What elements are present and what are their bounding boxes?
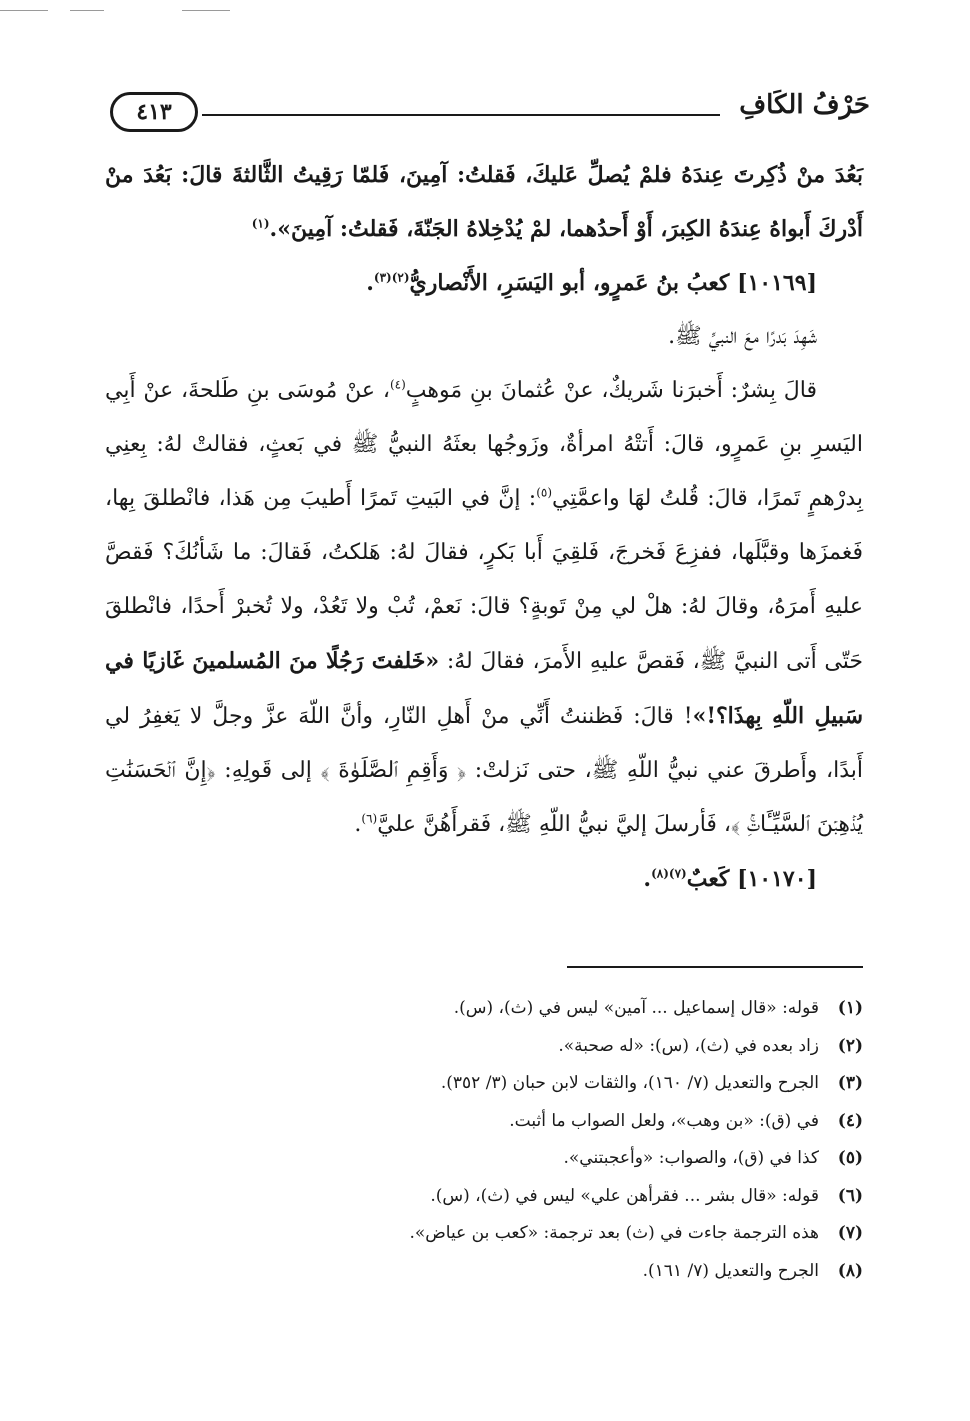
footnote-ref: (٤): [389, 377, 406, 392]
footnote-text: زاد بعده في (ث)، (س): «له صحبة».: [558, 1035, 819, 1056]
footnote-ref: (٦): [361, 811, 378, 826]
header-rule: [202, 114, 720, 116]
footnote-text: كذا في (ق)، والصواب: «وأعجبتني».: [563, 1148, 819, 1168]
narration-text: ! قالَ: فَظننتُ أَنِّي منْ أَهلِ النّارِ، وأنَّ اللّهَ عزَّ وجلَّ لا يَغفِرُ لي أَبدًا، وأَطرقَ عني نبيُّ اللّهِ ﷺ، حتى نَزلتْ: ﴿ وَأَقِمِ ٱلصَّلَوٰةَ ﴾ إلى قَولِهِ: ﴿إِنَّ ٱلۡحَسَنَٰتِ يُذۡهِبۡنَ ٱلسَّيِّـَٔاتِۚ ﴾، فَأرسلَ إليَّ نبيُّ اللّهِ ﷺ، فَقرأَهُنَّ عليَّ: [105, 704, 863, 837]
footnote-text: الجرح والتعديل (٧/ ١٦٠)، والثقات لابن حبان (٣/ ٣٥٢).: [440, 1073, 819, 1093]
paragraph-badr: شَهِدَ بَدرًا معَ النبيِّ ﷺ.: [668, 324, 817, 349]
page-number: ٤١٣: [110, 92, 198, 132]
footnote-item: [123, 1253, 863, 1291]
footnote-text: قوله: «قال بشر ... فقرأهن علي» ليس في (ث)، (س).: [430, 1185, 819, 1206]
narration-text: قالَ بِشرٌ: أَخبرَنا شَريكٌ، عنْ عُثمانَ بنِ مَوهبٍ: [405, 378, 817, 403]
footnote-item: [123, 1103, 863, 1141]
footnote-number: (٦): [837, 1185, 863, 1206]
prophet-quote: «خَلفتَ رَجُلًا منَ المُسلمينَ غَازيًا في سَبيلِ اللّهِ بِهذَا؟!»: [105, 648, 863, 729]
footnote-item: [123, 1215, 863, 1253]
footnote-number: (١): [837, 998, 863, 1018]
crop-marks: [0, 10, 260, 12]
footnote-item: [123, 1178, 863, 1216]
footnote-ref: (٥): [536, 485, 553, 500]
paragraph-narration: قالَ بِشرٌ: أَخبرَنا شَريكٌ، عنْ عُثمانَ بنِ مَوهبٍ$^{(٤)}$، عنْ مُوسَى بنِ طَلحةَ، عنْ أَبِي اليَسرِ بنِ عَمرٍو، قالَ: أَتتْهُ امرأةٌ، وزَوجُها بعثَهُ النبيُّ ﷺ في بَعثٍ، فقالتْ لهُ: بِعنِي بِدرْهمٍ تَمرًا، قالَ: قُلتُ لهَا واعمَّتِي$^{(٥)}$: إنَّ في البَيتِ تَمرًا أَطيبَ مِن هَذا، فانْطلقَ بِها، فَغمزَها وقبَّلَها، ففزِعَ فَخرجَ، فَلقِيَ أَبا بَكرٍ، فقالَ لهُ: هَلكتُ، فَقالَ: ما شَأنُكَ؟ فَقصَّ عليهِ أَمرَهُ، وقالَ لهُ: هلْ لي مِنْ تَوبةٍ؟ قالَ: نَعمْ، تُبْ ولا تَعُدْ، ولا تُخبرْ أَحدًا، فانْطلقَ حَتّى أَتى النبيَّ ﷺ، فَقصَّ عليهِ الأَمرَ، فقالَ لهُ: «خَلفتَ رَجُلًا منَ المُسلمينَ غَازيًا في سَبيلِ اللّهِ بِهذَا؟!»! قالَ: فَظننتُ أَنِّي منْ أَهلِ النّارِ، وأنَّ اللّهَ عزَّ وجلَّ لا يَغفِرُ لي أَبدًا، وأَطرقَ عني نبيُّ اللّهِ ﷺ، حتى نَزلتْ: ﴿ وَأَقِمِ ٱلصَّلَوٰةَ ﴾ إلى قَولِهِ: ﴿إِنَّ ٱلۡحَسَنَٰتِ يُذۡهِبۡنَ ٱلسَّيِّـَٔاتِۚ ﴾، فَأرسلَ إليَّ نبيُّ اللّهِ ﷺ، فَقرأَهُنَّ عليَّ$^{(٦)}$.: [105, 377, 864, 837]
entry-title: [١٠١٦٩] كعبُ بنُ عَمرٍو، أبو اليَسَرِ، الأَنْصاريُّ: [409, 270, 817, 296]
footnote-ref: (٧)(٨): [651, 866, 687, 881]
footnote-text: في (ق): «بن وهب»، ولعل الصواب ما أثبت.: [509, 1110, 819, 1131]
narration-text: ، عنْ مُوسَى بنِ طَلحةَ، عنْ أَبِي اليَسرِ بنِ عَمرٍو، قالَ: أَتتْهُ امرأةٌ، وزَوجُها بعثَهُ النبيُّ ﷺ في بَعثٍ، فقالتْ لهُ: بِعنِي بِدرْهمٍ تَمرًا، قالَ: قُلتُ لهَا واعمَّتِي: [105, 378, 863, 511]
entry-heading: [١٠١٦٩] كعبُ بنُ عَمرٍو، أبو اليَسَرِ، الأَنْصاريُّ$^{(٢)(٣)}$.: [366, 270, 817, 296]
footnote-number: (٤): [837, 1110, 863, 1131]
footnote-text: قوله: «قال إسماعيل ... آمين» ليس في (ث)، (س).: [453, 998, 819, 1018]
footnote-separator: [567, 966, 863, 968]
narration-text: : إنَّ في البَيتِ تَمرًا أَطيبَ مِن هَذا، فانْطلقَ بِها، فَغمزَها وقبَّلَها، ففزِعَ فَخرجَ، فَلقِيَ أَبا بَكرٍ، فقالَ لهُ: هَلكتُ، فَقالَ: ما شَأنُكَ؟ فَقصَّ عليهِ أَمرَهُ، وقالَ لهُ: هلْ لي مِنْ تَوبةٍ؟ قالَ: نَعمْ، تُبْ ولا تَعُدْ، ولا تُخبرْ أَحدًا، فانْطلقَ حَتّى أَتى النبيَّ ﷺ، فَقصَّ عليهِ الأَمرَ، فقالَ لهُ:: [105, 486, 864, 674]
footnote-text: الجرح والتعديل (٧/ ١٦١).: [642, 1260, 819, 1281]
entry-title: [١٠١٧٠] كَعبٌ: [686, 866, 817, 892]
footnote-number: (٥): [837, 1148, 863, 1168]
footnote-number: (٧): [837, 1223, 863, 1243]
entry-heading: [١٠١٧٠] كَعبٌ$^{(٧)(٨)}$.: [643, 866, 817, 892]
footnote-number: (٣): [837, 1073, 863, 1093]
footnote-item: [123, 1140, 863, 1178]
footnote-number: (٨): [837, 1260, 863, 1281]
paragraph-hadith-end: [105, 148, 863, 256]
footnotes-list: [123, 990, 863, 1290]
page-header: [110, 86, 870, 142]
hadith-end-text: بَعُدَ منْ ذُكِرتَ عِندَهُ فلمْ يُصلِّ عَليكَ، فَقلتُ: آمِينَ، فَلمّا رَقِيتُ الثَّالثةَ قالَ: بَعُدَ منْ أَدْركَ أَبواهُ عِندَهُ الكِبرَ، أَوْ أَحدُهما، لمْ يُدْخِلاهُ الجَنّةَ، فَقلتُ: آمِينَ».: [105, 162, 863, 242]
footnote-item: [123, 1065, 863, 1103]
footnote-number: (٢): [837, 1035, 863, 1056]
footnote-ref: (١): [251, 216, 270, 231]
footnote-ref: (٢)(٣): [373, 270, 410, 285]
footnote-item: [123, 990, 863, 1028]
main-text: [105, 148, 863, 906]
footnote-text: هذه الترجمة جاءت في (ث) بعد ترجمة: «كعب بن عياض».: [409, 1223, 819, 1243]
footnote-item: [123, 1028, 863, 1066]
running-title: حَرْفُ الكَافِ: [739, 90, 870, 120]
